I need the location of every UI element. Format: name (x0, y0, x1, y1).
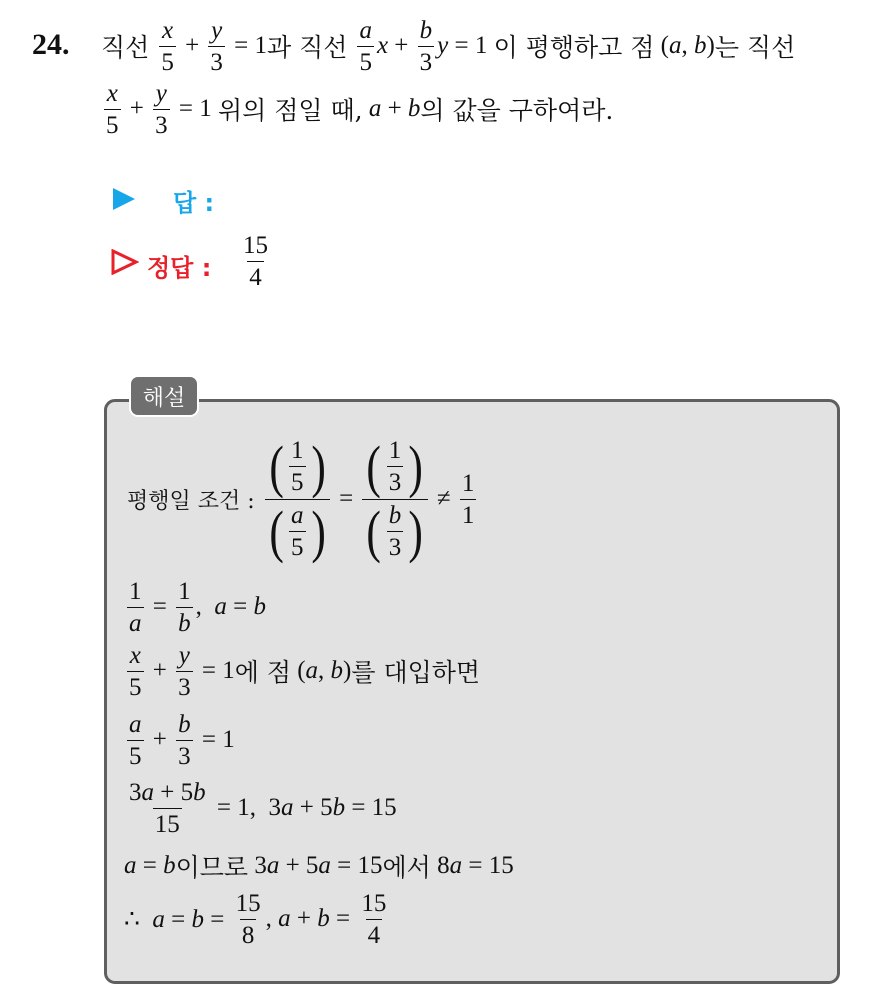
substitute-text: 에 점 (234, 658, 291, 687)
correct-answer-label: 정답 : (147, 254, 212, 282)
solution-line-a-equals-b: a = b 이므로 3a + 5a = 15 에서 8a = 15 (124, 846, 514, 886)
solution-line-combined: $\frac{3a + 5b}{15}$ = 1, 3a + 5b = 15 (129, 778, 397, 838)
text-wiui-jeom: 위의 점일 때, (217, 96, 363, 125)
fraction-x-over-5-b: $\frac{x}{5}$ (106, 79, 119, 139)
text-gapeul: 의 값을 구하여라. (420, 96, 614, 125)
condition-one-over-one: $\frac{1}{1}$ (461, 469, 475, 529)
question-line-1: 직선 $\frac{x}{5}$ + $\frac{y}{3}$ = 1 과 직선 $\frac{a}{5}$ x + $\frac{b}{3}$ y = 1 이 평행하고 점 (a, b) 는 직선 (101, 16, 796, 76)
solution-line-ab-sum: $\frac{a}{5}$ + $\frac{b}{3}$ = 1 (129, 710, 235, 770)
correct-answer-denominator: 4 (247, 261, 264, 290)
fraction-x-over-5: $\frac{x}{5}$ (161, 16, 174, 76)
therefore-mid: 이므로 (175, 853, 249, 882)
question-line-2: $\frac{x}{5}$ + $\frac{y}{3}$ = 1 위의 점일 때, a + b 의 값을 구하여라. (106, 79, 614, 139)
condition-right-fraction: ( $\frac{1}{3}$ ) ( $\frac{b}{3}$ ) (362, 438, 427, 561)
question-number: 24. (32, 28, 70, 61)
correct-answer-arrow-icon (111, 249, 139, 279)
solution-tag: 해설 (129, 375, 199, 417)
text-neun-jikseon: 는 직선 (714, 33, 796, 62)
correct-answer-value (238, 233, 273, 290)
fraction-y-over-3: $\frac{y}{3}$ (210, 16, 223, 76)
text-gwa-jikseon: 과 직선 (267, 33, 348, 62)
fraction-b-over-3: $\frac{b}{3}$ (419, 16, 433, 76)
condition-left-fraction: ( $\frac{1}{5}$ ) ( $\frac{a}{5}$ ) (265, 438, 330, 561)
substitute-tail: 를 대입하면 (351, 658, 481, 687)
answer-label: 답 : (173, 189, 215, 217)
fraction-a-over-5: $\frac{a}{5}$ (359, 16, 372, 76)
solution-line-reciprocal: $\frac{1}{a}$ = $\frac{1}{b}$ , a = b (129, 577, 266, 637)
solution-line-substitute: $\frac{x}{5}$ + $\frac{y}{3}$ = 1 에 점 (a, b) 를 대입하면 (129, 641, 481, 701)
fraction-y-over-3-b: $\frac{y}{3}$ (155, 79, 168, 139)
correct-answer-numerator: 15 (243, 232, 268, 259)
solution-condition-line: 평행일 조건 : ( $\frac{1}{5}$ ) ( $\frac{a}{5}$ ) = ( $\frac{1}{3}$ ) ( $\frac{b}{3}$ ) ≠ $\frac{1}{1}$ (127, 433, 475, 564)
therefore-tail: 에서 (382, 853, 431, 882)
solution-line-final: ∴ a = b = $\frac{15}{8}$ , a + b = $\frac{15}{4}$ (124, 889, 387, 949)
text-jikseon: 직선 (101, 33, 150, 62)
answer-arrow-icon (113, 188, 135, 210)
text-pyeonghaeng: 이 평행하고 점 (493, 33, 655, 62)
condition-label: 평행일 조건 : (127, 488, 255, 514)
